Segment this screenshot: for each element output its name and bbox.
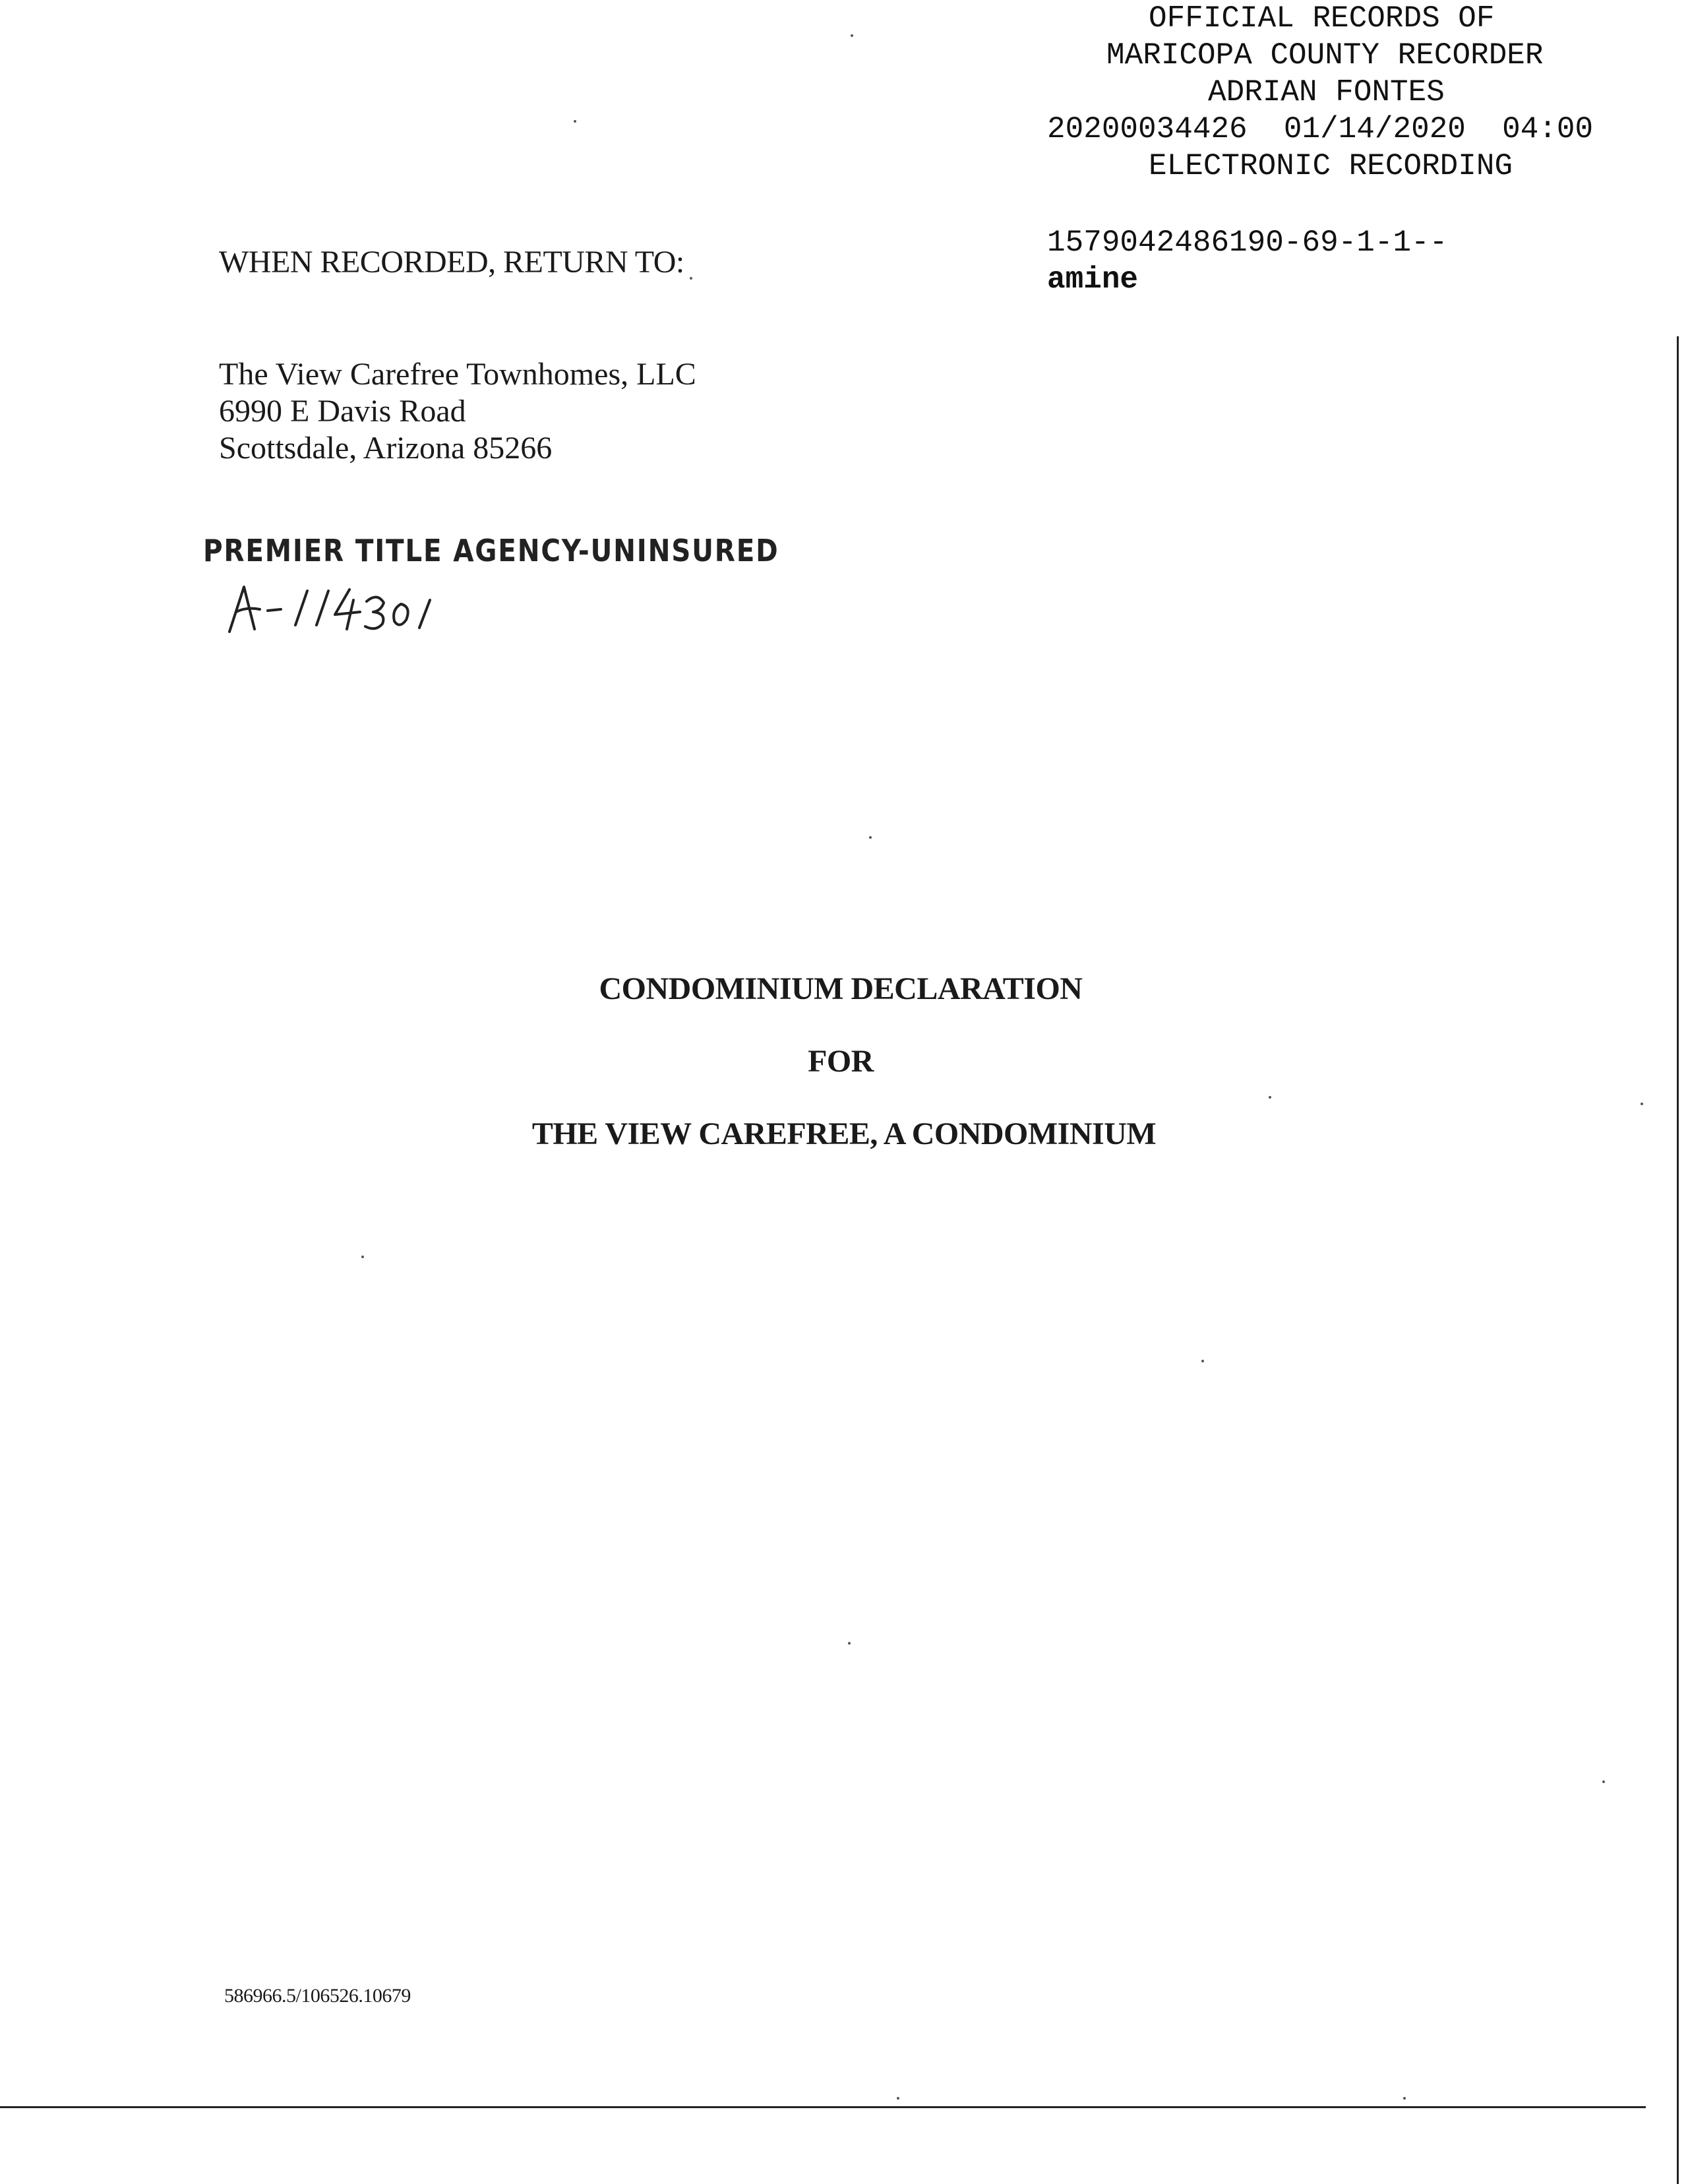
scan-speck [869,836,872,839]
stamp-line-recording-number-date-time: 20200034426 01/14/2020 04:00 [1047,112,1594,146]
return-address-city: Scottsdale, Arizona 85266 [219,431,553,466]
scan-speck [1602,1780,1605,1783]
scan-right-edge-line [1677,336,1679,2184]
scan-speck [574,120,576,123]
scan-bottom-edge-line [0,2106,1646,2108]
scan-speck [848,1642,851,1645]
stamp-line-official-records: OFFICIAL RECORDS OF [1149,1,1495,36]
stamp-line-electronic-recording: ELECTRONIC RECORDING [1149,149,1513,183]
scan-speck [361,1256,364,1258]
handwritten-order-number [224,574,435,640]
document-title-line-2: FOR [808,1044,874,1079]
scan-speck [851,34,853,37]
recording-code-user: amine [1047,262,1139,297]
recording-code [1047,224,1447,298]
scan-speck [897,2097,899,2100]
recorder-stamp [1029,0,1675,185]
scan-speck [1269,1096,1271,1099]
return-address [219,356,696,467]
stamp-line-county-recorder: MARICOPA COUNTY RECORDER [1106,38,1544,73]
recording-code-number: 1579042486190-69-1-1-- [1047,226,1448,260]
document-title-line-3: THE VIEW CAREFREE, A CONDOMINIUM [531,1116,1157,1151]
title-agency-stamp: PREMIER TITLE AGENCY-UNINSURED [203,533,779,568]
stamp-line-recorder-name: ADRIAN FONTES [1208,75,1445,109]
return-address-street: 6990 E Davis Road [219,394,466,429]
scan-speck [1201,1360,1204,1362]
scan-speck [690,277,692,280]
return-to-label: WHEN RECORDED, RETURN TO: [219,245,684,280]
scan-speck [1641,1103,1643,1105]
document-reference-number: 586966.5/106526.10679 [224,1985,411,2007]
return-address-name: The View Carefree Townhomes, LLC [219,357,696,392]
document-title-line-1: CONDOMINIUM DECLARATION [599,971,1083,1006]
scan-speck [1403,2097,1406,2100]
